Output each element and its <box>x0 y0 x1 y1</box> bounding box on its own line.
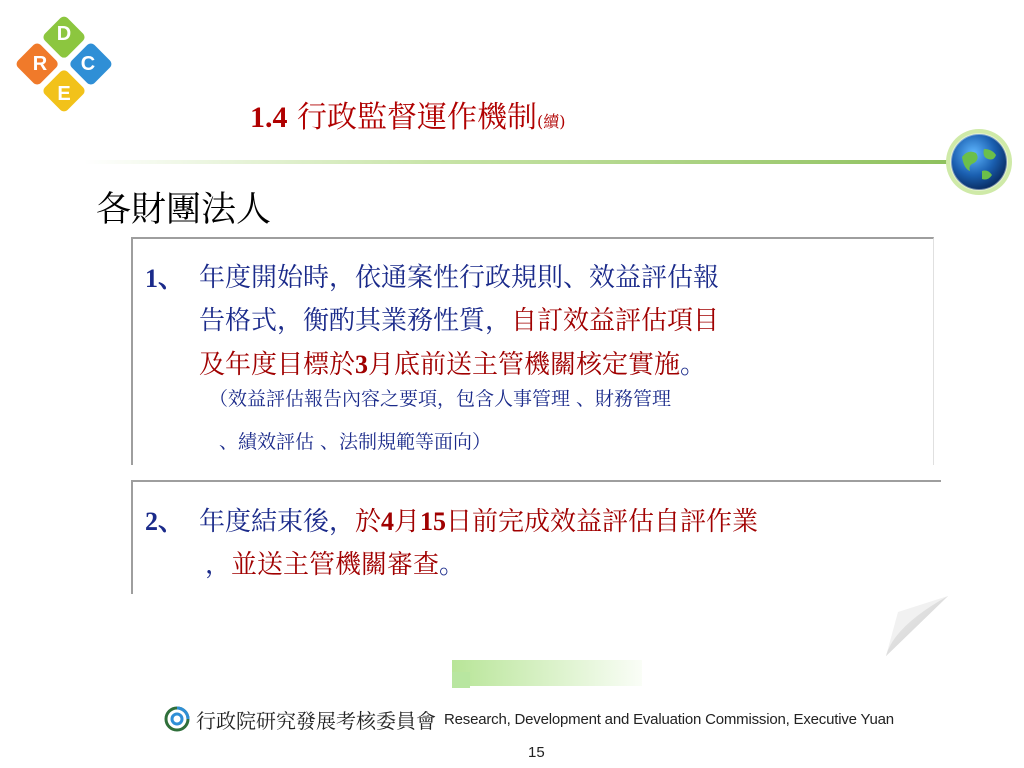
logo-letter-d: D <box>56 23 72 45</box>
footer-organization <box>164 704 894 734</box>
item2-line2: ，並送主管機關審查。 <box>205 550 466 580</box>
item1-line3: 及年度目標於3月底前送主管機關核定實施。 <box>199 350 707 380</box>
content-box-2 <box>131 480 941 594</box>
item2-line1: 年度結束後，於4月15日前完成效益評估自評作業 <box>199 507 759 537</box>
item1-note-line1: （效益評估報告內容之要項，包含人事管理 、財務管理 <box>209 388 672 410</box>
item1-note-line2: 、績效評估 、法制規範等面向） <box>219 431 492 453</box>
title-number: 1.4 <box>250 101 288 134</box>
slide-title <box>250 92 566 136</box>
logo-letter-r: R <box>32 53 48 75</box>
item1-emphasis-1: 自訂效益評估項目 <box>511 306 720 336</box>
footer-accent-bar <box>452 660 642 686</box>
page-number: 15 <box>528 744 545 761</box>
item1-line2: 告格式，衡酌其業務性質，自訂效益評估項目 <box>199 306 720 336</box>
rdec-logo <box>14 14 114 114</box>
list-item-2 <box>145 500 931 587</box>
list-item-1 <box>145 257 923 387</box>
logo-letter-c: C <box>80 53 96 75</box>
title-divider <box>84 160 954 164</box>
item-number: 2、 <box>145 507 185 536</box>
item1-line1: 年度開始時，依通案性行政規則、效益評估報 <box>199 263 720 293</box>
globe-icon <box>944 127 1014 197</box>
title-suffix: (續) <box>537 112 566 131</box>
footer-accent-block <box>452 672 470 688</box>
page-curl-decoration <box>884 596 948 658</box>
item-number: 1、 <box>145 264 185 293</box>
org-name-english: Research, Development and Evaluation Commission, Executive Yuan <box>444 710 894 728</box>
title-text: 行政監督運作機制 <box>297 100 538 135</box>
content-box-1 <box>131 237 934 465</box>
logo-letter-e: E <box>57 83 71 105</box>
org-name-chinese: 行政院研究發展考核委員會 <box>196 708 436 733</box>
rdec-emblem-icon <box>164 706 190 732</box>
section-heading: 各財團法人 <box>96 190 272 230</box>
